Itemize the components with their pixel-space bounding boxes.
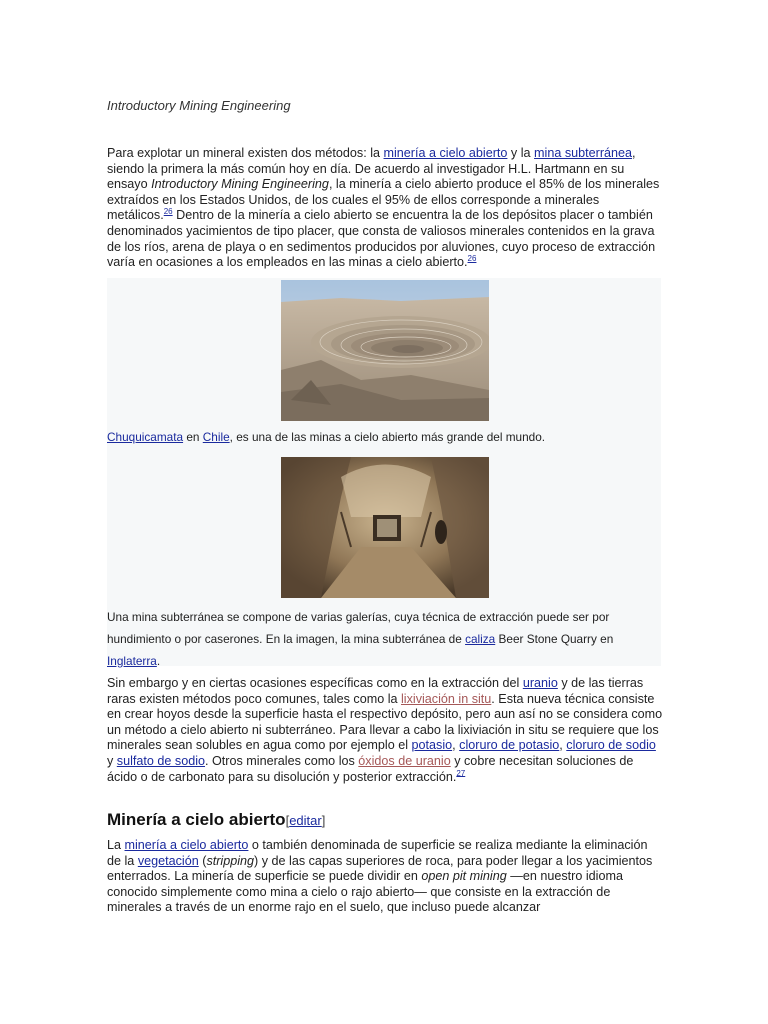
figure-block (107, 278, 661, 666)
link-sulfato-de-sodio[interactable]: sulfato de sodio (116, 753, 206, 768)
paragraph-open-pit: La minería a cielo abierto o también denominada de superficie se realiza mediante la eliminación de la vegetación (stripping) y de las capas superiores de roca, para poder llegar a los yacimientos enterrados. La minería de superficie se puede dividir en open pit mining —en nuestro idioma conocido simplemente como mina a cielo o rajo abierto— que consiste en la extracción de minerales a través de un enorme rajo en el suelo, que incluso puede alcanzar (107, 838, 653, 915)
figure-caption-chuquicamata: Chuquicamata en Chile, es una de las minas a cielo abierto más grande del mundo. (107, 430, 546, 444)
paragraph-in-situ: Sin embargo y en ciertas ocasiones específicas como en la extracción del uranio y de las tierras raras existen métodos poco comunes, tales como la lixiviación in situ. Esta nueva técnica consiste en crear hoyos desde la superficie hasta el respectivo depósito, pero aun así no se considera como un método a cielo abierto ni subterráneo. Para llevar a cabo la lixiviación in situ se requiere que los minerales sean solubles en agua como por ejemplo el potasio, cloruro de potasio, cloruro de sodio y sulfato de sodio. Otros minerales como los óxidos de uranio y cobre necesitan soluciones de ácido o de carbonato para su disolución y posterior extracción.$^{27}$ (107, 676, 663, 784)
link-potasio[interactable]: potasio (411, 738, 453, 753)
reference-26[interactable]: 26 (163, 207, 173, 217)
link-lixiviacion-in-situ[interactable]: lixiviación in situ (401, 691, 492, 706)
chuquicamata-photo (281, 280, 489, 421)
link-vegetacion[interactable]: vegetación (137, 853, 199, 868)
edit-link[interactable]: editar (289, 813, 322, 828)
figure-caption-underground: Una mina subterránea se compone de varias galerías, cuya técnica de extracción puede ser por hundimiento o por caserones. En la imagen, la mina subterránea de caliza Beer Stone Quarry en Inglaterra. (107, 610, 614, 668)
document-title: Introductory Mining Engineering (107, 98, 291, 113)
reference-27[interactable]: 27 (456, 768, 466, 778)
link-oxidos-de-uranio[interactable]: óxidos de uranio (358, 753, 451, 768)
link-cloruro-de-sodio[interactable]: cloruro de sodio (566, 738, 656, 753)
link-chile[interactable]: Chile (202, 430, 230, 444)
section-heading: Minería a cielo abierto[editar] (107, 810, 326, 829)
link-cloruro-de-potasio[interactable]: cloruro de potasio (459, 738, 560, 753)
underground-mine-photo (281, 457, 489, 598)
reference-26b[interactable]: 26 (467, 253, 477, 263)
link-chuquicamata[interactable]: Chuquicamata (107, 430, 184, 444)
paragraph-methods: Para explotar un mineral existen dos métodos: la minería a cielo abierto y la mina subterránea, siendo la primera la más común hoy en día. De acuerdo al investigador H.L. Hartmann en su ensayo Introductory Mining Engineering, la minería a cielo abierto produce el 85% de los minerales extraídos en los Estados Unidos, de los cuales el 95% de ellos corresponde a minerales metálicos.$^{26}$ Dentro de la minería a cielo abierto se encuentra la de los depósitos placer o también denominados yacimientos de tipo placer, que consta de valiosos minerales contenidos en la grava de los ríos, arena de playa o en sedimentos producidos por aluviones, cuyo proceso de extracción varía en ocasiones a los empleados en las minas a cielo abierto.$^{26}$ (107, 146, 660, 270)
link-mina-subterranea[interactable]: mina subterránea (534, 146, 633, 160)
link-mineria-cielo-abierto-2[interactable]: minería a cielo abierto (124, 838, 249, 852)
link-inglaterra[interactable]: Inglaterra (107, 654, 157, 668)
link-caliza[interactable]: caliza (465, 632, 496, 646)
link-mineria-cielo-abierto[interactable]: minería a cielo abierto (383, 146, 508, 160)
link-uranio[interactable]: uranio (522, 676, 558, 690)
